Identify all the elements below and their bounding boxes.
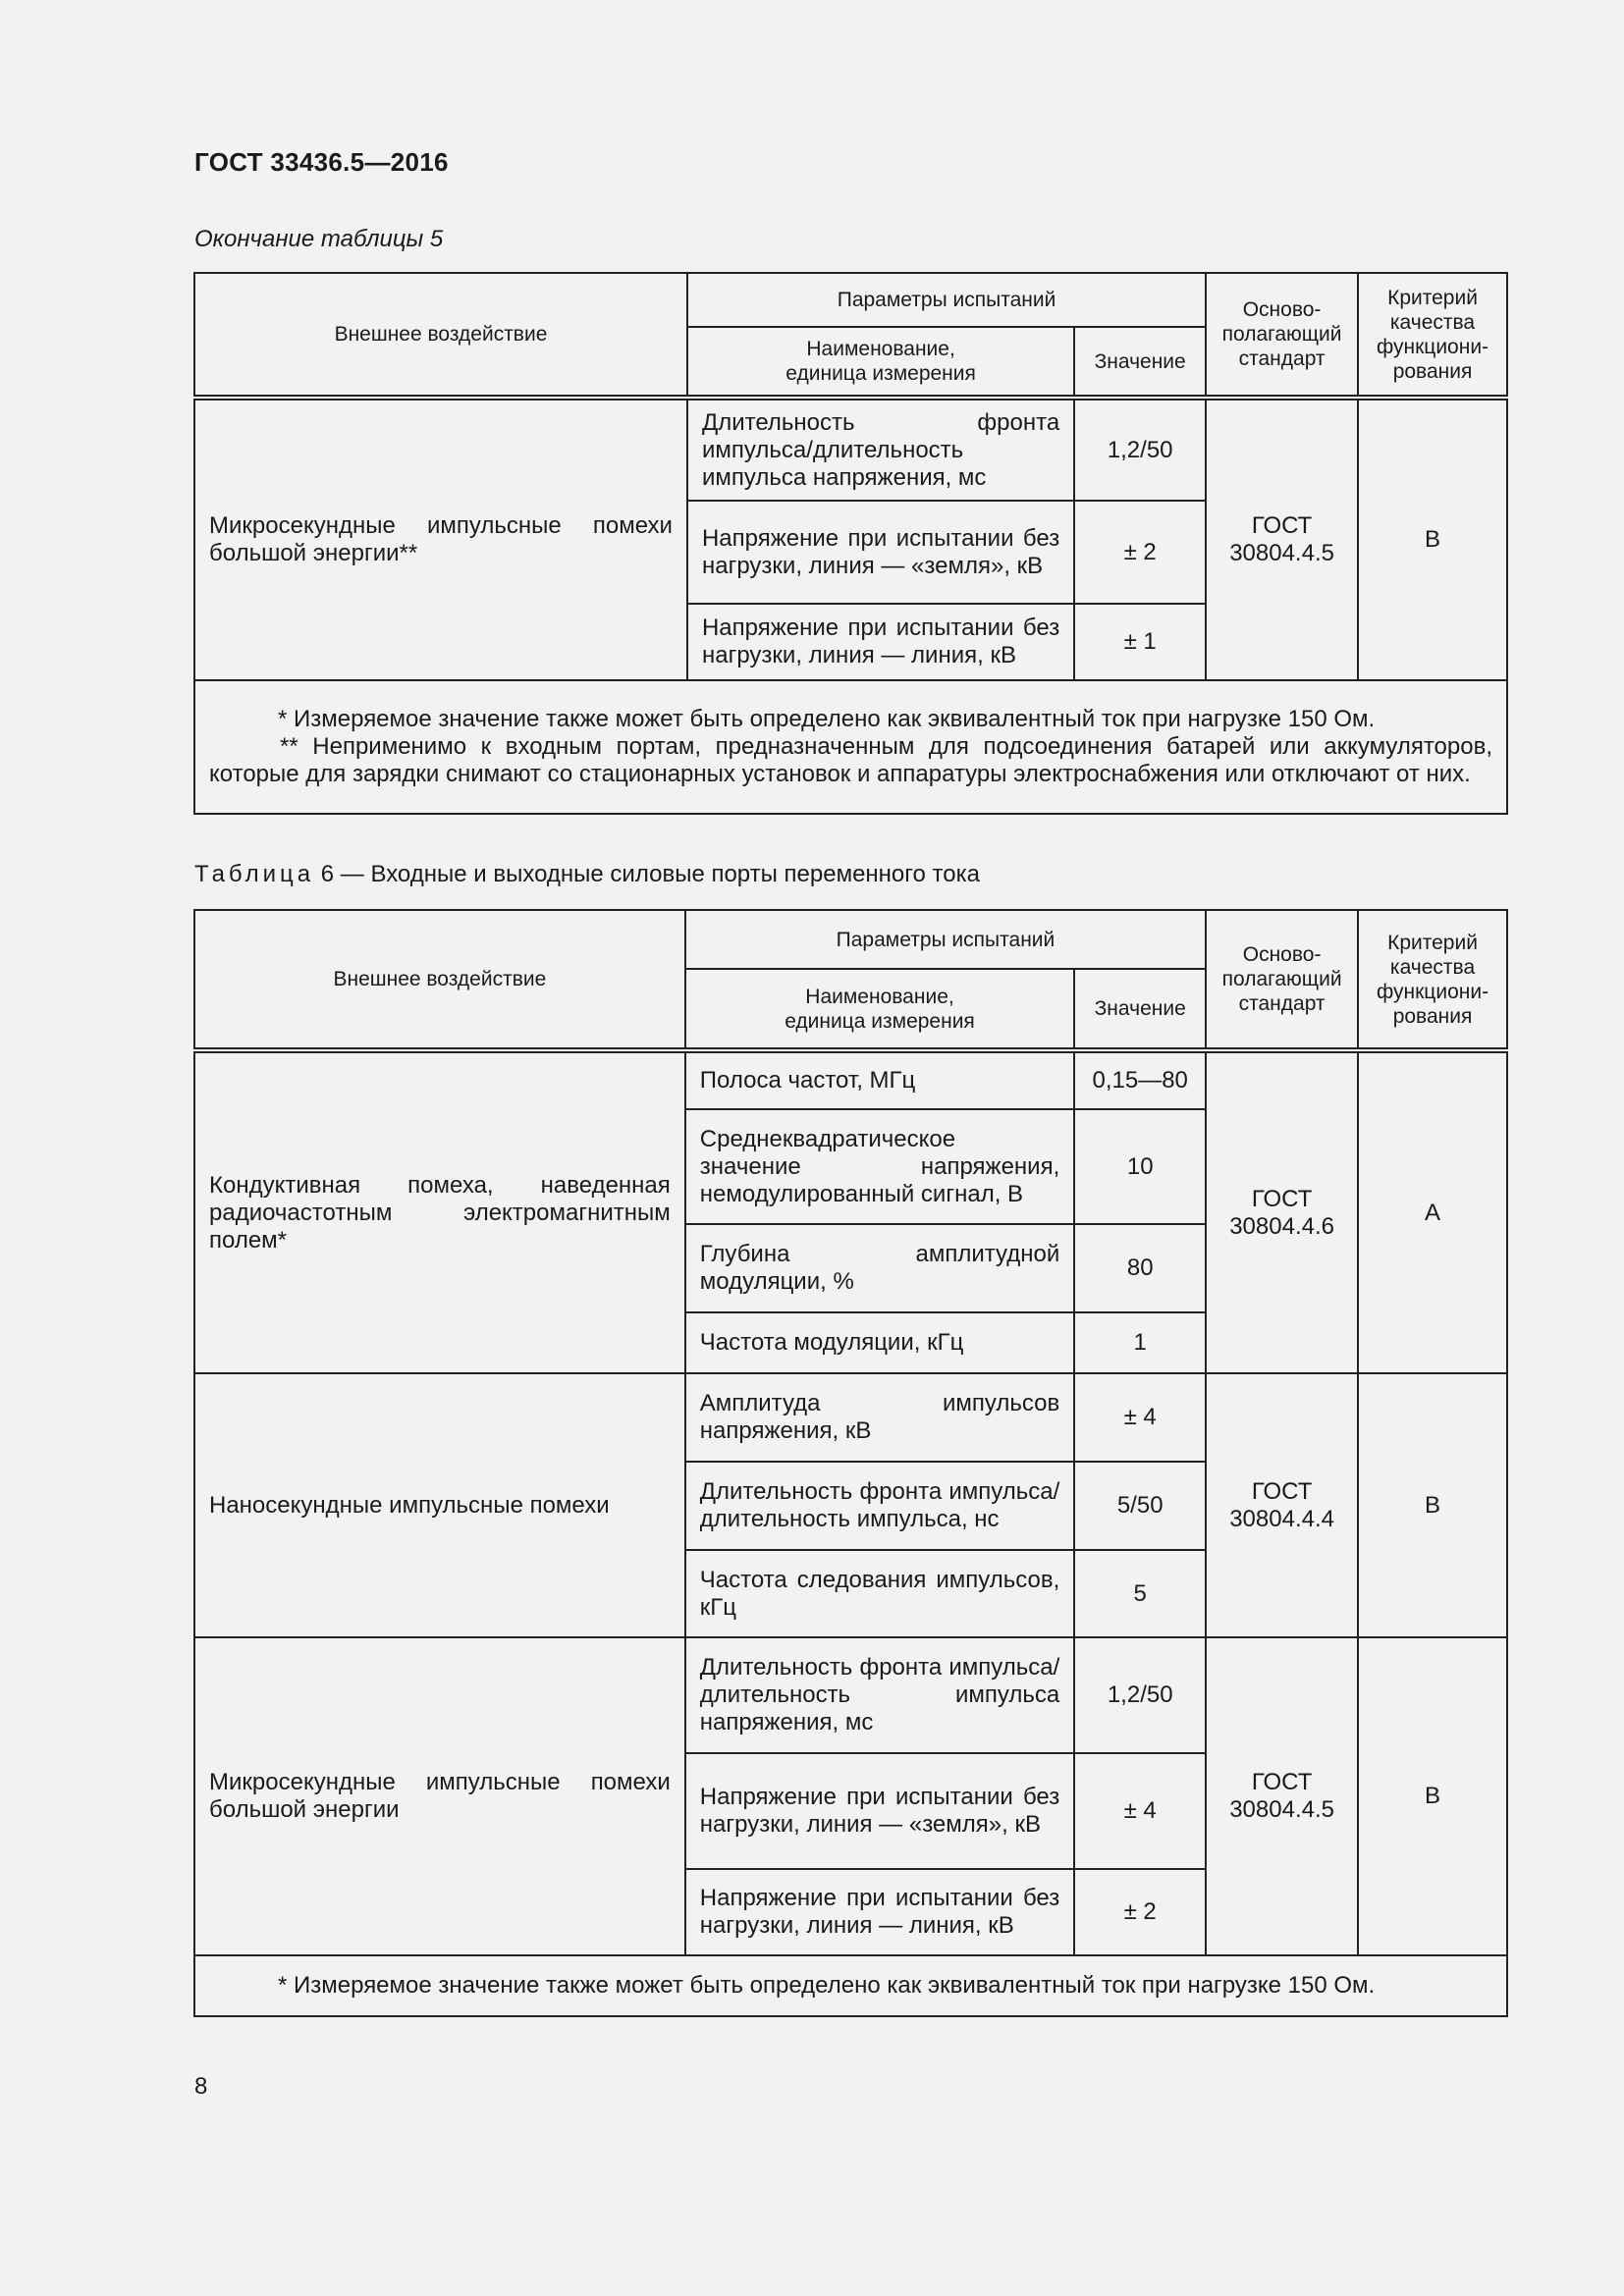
criterion-cell: В [1358,1373,1507,1637]
header-effect: Внешнее воздействие [194,273,687,398]
standard-cell: ГОСТ 30804.4.4 [1206,1373,1358,1637]
footnote: * Измеряемое значение также может быть определено как эквивалентный ток при нагрузке 150 Ом. [278,706,1376,732]
param-value: ± 1 [1074,604,1206,680]
standard-cell: ГОСТ 30804.4.5 [1206,1637,1358,1955]
param-name: Глубина амплитудной модуляции, % [685,1224,1074,1312]
param-name: Полоса частот, МГц [685,1050,1074,1109]
criterion-cell: В [1358,1637,1507,1955]
header-params: Параметры испытаний [685,910,1206,969]
param-name: Напряжение при испытании без нагрузки, линия — «земля», кВ [685,1753,1074,1869]
header-value: Значение [1074,969,1206,1050]
param-name: Среднеквадратическое значение напряжения, немодулированный сигнал, В [685,1109,1074,1224]
effect-cell: Наносекундные импульсные помехи [194,1373,685,1637]
param-name: Напряжение при испытании без нагрузки, линия — линия, кВ [687,604,1074,680]
param-value: 0,15—80 [1074,1050,1206,1109]
footnote: * Измеряемое значение также может быть определено как эквивалентный ток при нагрузке 150 Ом. [278,1972,1376,1999]
param-value: 1,2/50 [1074,1637,1206,1753]
param-value: ± 2 [1074,1869,1206,1955]
effect-cell: Микросекундные импульсные помехи большой энергии** [194,398,687,680]
param-value: ± 4 [1074,1753,1206,1869]
param-name: Длительность фронта импульса/длительность импульса, нс [685,1462,1074,1550]
table6 [193,909,1508,2017]
param-name: Напряжение при испытании без нагрузки, линия — линия, кВ [685,1869,1074,1955]
param-name: Длительность фронта импульса/длительность импульса напряжения, мс [685,1637,1074,1753]
criterion-cell: В [1358,398,1507,680]
table-notes [194,680,1507,814]
param-value: 10 [1074,1109,1206,1224]
effect-cell: Микросекундные импульсные помехи большой энергии [194,1637,685,1955]
header-effect: Внешнее воздействие [194,910,685,1050]
param-value: ± 4 [1074,1373,1206,1462]
header-standard: Осново-полагающий стандарт [1206,910,1358,1050]
param-value: 80 [1074,1224,1206,1312]
param-name: Частота следования импульсов, кГц [685,1550,1074,1637]
standard-cell: ГОСТ 30804.4.5 [1206,398,1358,680]
table-notes [194,1955,1507,2016]
param-value: 1 [1074,1312,1206,1373]
param-value: 5/50 [1074,1462,1206,1550]
table5-end [193,272,1508,815]
page-number: 8 [194,2073,208,2100]
table5-continuation-caption: Окончание таблицы 5 [194,226,444,252]
standard-cell: ГОСТ 30804.4.6 [1206,1050,1358,1373]
param-name: Длительность фронта импульса/длительность импульса напряжения, мс [687,398,1074,501]
header-params: Параметры испытаний [687,273,1206,327]
param-value: 5 [1074,1550,1206,1637]
effect-cell: Кондуктивная помеха, наведенная радиочастотным электромагнитным полем* [194,1050,685,1373]
table6-caption: Таблица 6 — Входные и выходные силовые порты переменного тока [194,861,980,887]
header-value: Значение [1074,327,1206,398]
header-standard: Осново-полагающий стандарт [1206,273,1358,398]
footnote: ** Неприменимо к входным портам, предназначенным для подсоединения батарей или аккумуляторов, которые для зарядки снимают со стационарных установок и аппаратуры электроснабжения или отключают от них. [209,733,1492,787]
header-name-unit: Наименование, единица измерения [687,327,1074,398]
param-value: 1,2/50 [1074,398,1206,501]
criterion-cell: А [1358,1050,1507,1373]
header-name-unit: Наименование, единица измерения [685,969,1074,1050]
header-criterion: Критерий качества функциони-рования [1358,910,1507,1050]
header-criterion: Критерий качества функциони-рования [1358,273,1507,398]
param-value: ± 2 [1074,501,1206,604]
document-number: ГОСТ 33436.5—2016 [194,147,449,177]
param-name: Амплитуда импульсов напряжения, кВ [685,1373,1074,1462]
param-name: Напряжение при испытании без нагрузки, линия — «земля», кВ [687,501,1074,604]
param-name: Частота модуляции, кГц [685,1312,1074,1373]
